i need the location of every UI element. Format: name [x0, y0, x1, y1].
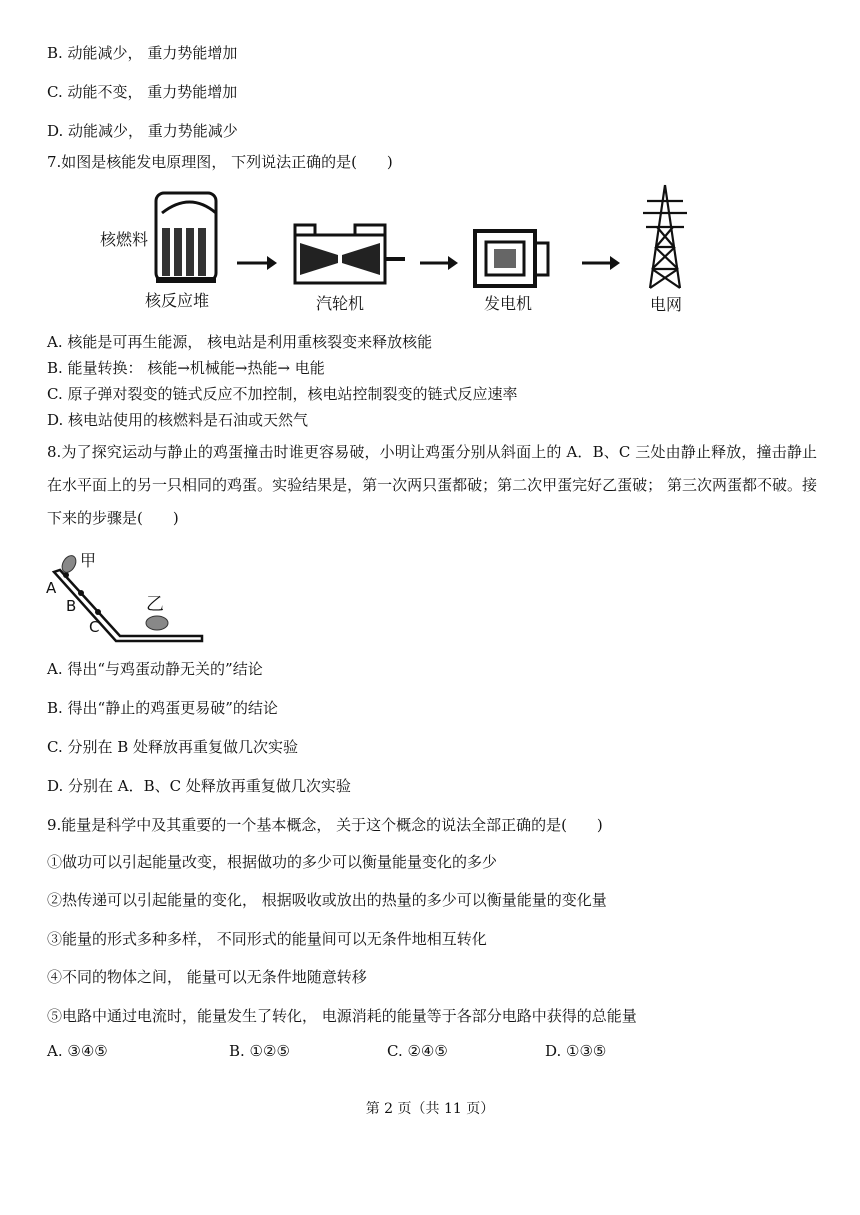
q9-options — [47, 1042, 807, 1064]
q8-option-c: C. 分别在 B 处释放再重复做几次实验 — [47, 738, 299, 756]
power-tower-icon — [643, 185, 687, 288]
fuel-label: 核燃料 — [100, 230, 149, 249]
q8-option-a: A. 得出“与鸡蛋动静无关的”结论 — [47, 660, 263, 678]
q9-statement-4: ④不同的物体之间， 能量可以无条件地随意转移 — [47, 968, 367, 986]
generator-label: 发电机 — [484, 294, 533, 313]
point-c-label: C — [89, 618, 100, 636]
generator-icon — [475, 231, 548, 286]
q6-option-b: B. 动能减少， 重力势能增加 — [47, 44, 238, 62]
q7-option-b: B. 能量转换： 核能→机械能→热能→ 电能 — [47, 359, 325, 377]
q8-option-b: B. 得出“静止的鸡蛋更易破”的结论 — [47, 699, 278, 717]
egg-jia-label: 甲 — [80, 551, 97, 570]
q9-statement-1: ①做功可以引起能量改变，根据做功的多少可以衡量能量变化的多少 — [47, 853, 498, 871]
turbine-label: 汽轮机 — [316, 294, 365, 313]
q9-option-a: A. ③④⑤ — [47, 1042, 108, 1060]
grid-label: 电网 — [650, 295, 683, 314]
q9-option-d: D. ①③⑤ — [545, 1042, 607, 1060]
q6-option-c: C. 动能不变， 重力势能增加 — [47, 83, 238, 101]
point-a-label: A — [46, 579, 57, 597]
egg-yi-label: 乙 — [146, 594, 164, 615]
q7-option-a: A. 核能是可再生能源， 核电站是利用重核裂变来释放核能 — [47, 333, 433, 351]
q8-option-d: D. 分别在 A．B、C 处释放再重复做几次实验 — [47, 777, 351, 795]
egg-ramp-diagram — [42, 548, 207, 643]
point-b-label: B — [66, 597, 77, 615]
page-footer: 第 2 页（共 11 页） — [365, 1101, 495, 1117]
q9-option-b: B. ①②⑤ — [229, 1042, 290, 1060]
q9-statement-2: ②热传递可以引起能量的变化， 根据吸收或放出的热量的多少可以衡量能量的变化量 — [47, 891, 607, 909]
q6-option-d: D. 动能减少， 重力势能减少 — [47, 122, 238, 140]
q9-statement-3: ③能量的形式多种多样， 不同形式的能量间可以无条件地相互转化 — [47, 930, 487, 948]
q7-option-d: D. 核电站使用的核燃料是石油或天然气 — [47, 411, 309, 429]
q9-statement-5: ⑤电路中通过电流时，能量发生了转化， 电源消耗的能量等于各部分电路中获得的总能量 — [47, 1007, 637, 1025]
q9-stem: 9.能量是科学中及其重要的一个基本概念， 关于这个概念的说法全部正确的是( ) — [47, 816, 603, 834]
reactor-icon — [156, 193, 216, 283]
q8-stem: 8.为了探究运动与静止的鸡蛋撞击时谁更容易破，小明让鸡蛋分别从斜面上的 A．B、C 三处由静止释放，撞击静止在水平面上的另一只相同的鸡蛋。实验结果是，第一次两只蛋都破；第二次甲蛋完好乙蛋破； 第三次两蛋都不破。接下来的步骤是( ) — [47, 443, 817, 527]
q9-option-c: C. ②④⑤ — [387, 1042, 448, 1060]
reactor-label: 核反应堆 — [145, 291, 210, 310]
q7-option-c: C. 原子弹对裂变的链式反应不加控制，核电站控制裂变的链式反应速率 — [47, 385, 518, 403]
nuclear-power-diagram — [90, 183, 710, 318]
turbine-icon — [295, 225, 405, 283]
q7-stem: 7.如图是核能发电原理图， 下列说法正确的是( ) — [47, 153, 393, 171]
